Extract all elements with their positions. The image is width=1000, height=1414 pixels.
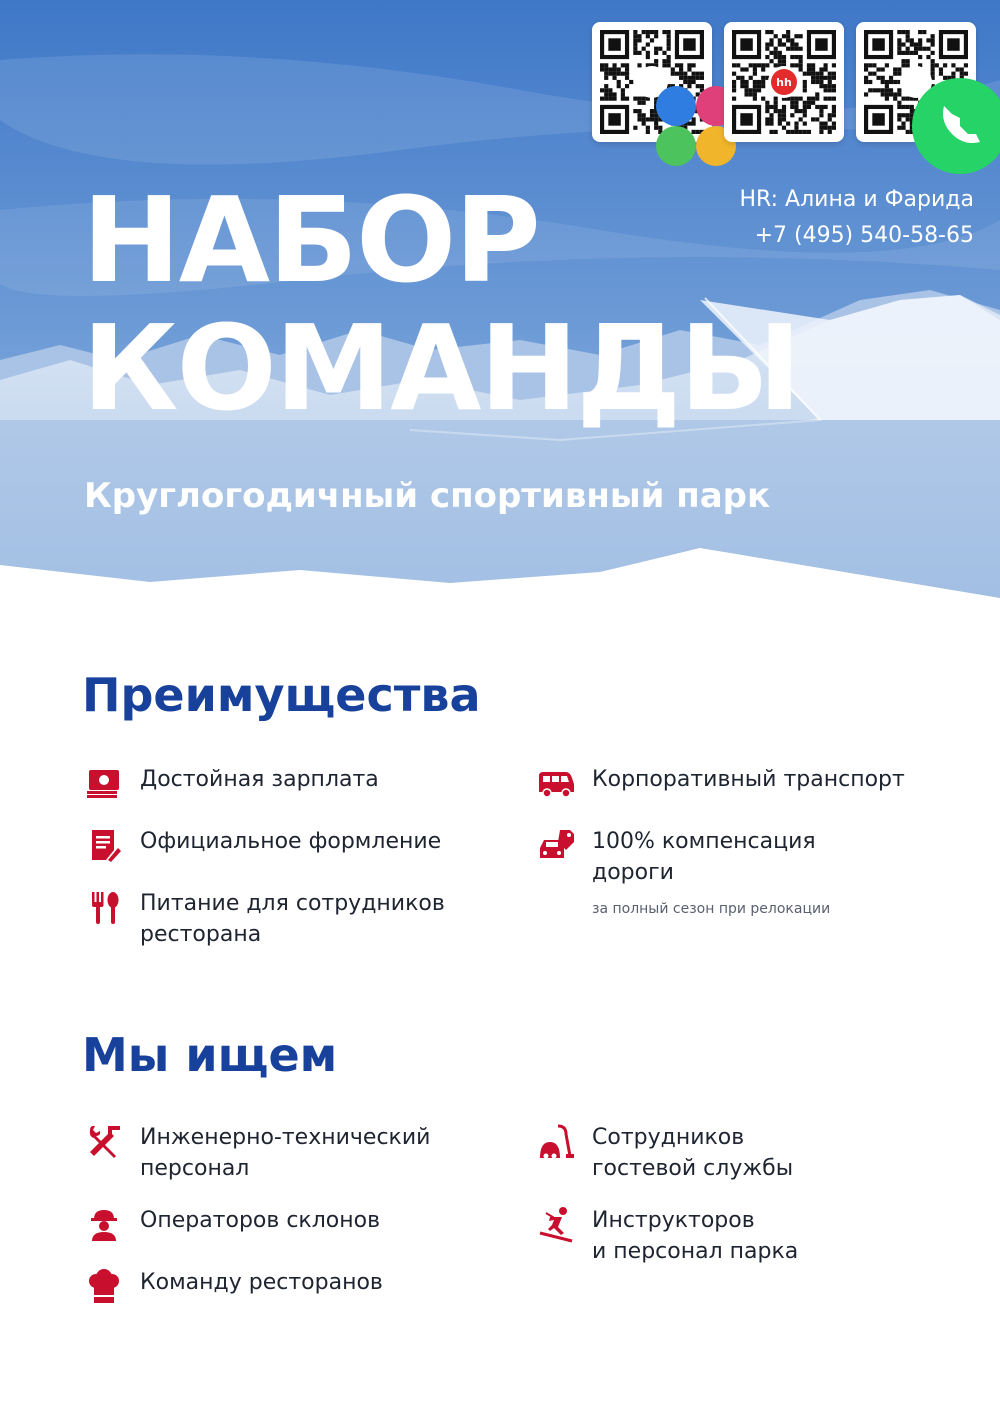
qr-code-hh[interactable] (724, 22, 844, 142)
wanted-label: Инструкторов и персонал парка (592, 1208, 799, 1264)
multicolor-dots-icon (636, 66, 668, 98)
benefit-label: Питание для сотрудников ресторана (140, 891, 445, 947)
tools-icon (84, 1122, 124, 1162)
wanted-item-instructors (536, 1205, 798, 1267)
qr-codes (592, 22, 976, 142)
title-line-1: НАБОР (82, 171, 539, 309)
page-subtitle: Круглогодичный спортивный парк (84, 476, 771, 516)
benefit-label: 100% компенсация дороги за полный сезон при релокации (592, 829, 831, 917)
hr-names: HR: Алина и Фарида (739, 187, 974, 212)
page-title (82, 171, 800, 437)
wanted-label: Операторов склонов (140, 1208, 381, 1233)
chef-hat-icon (84, 1267, 124, 1307)
wanted-item-engineering (84, 1122, 430, 1184)
fork-spoon-icon (84, 888, 124, 928)
vacuum-cleaner-icon (536, 1122, 576, 1162)
benefit-item-food (84, 888, 445, 950)
benefit-item-transport (536, 764, 905, 804)
benefit-item-official (84, 826, 441, 866)
van-icon (536, 764, 576, 804)
hh-icon: hh (768, 66, 800, 98)
benefit-label: Корпоративный транспорт (592, 767, 905, 792)
document-icon (84, 826, 124, 866)
wanted-item-restaurants (84, 1267, 383, 1307)
benefit-label: Официальное формление (140, 829, 442, 854)
hero-banner (0, 0, 1000, 600)
benefit-item-salary (84, 764, 379, 804)
wanted-item-guest-service (536, 1122, 793, 1184)
benefit-item-travel (536, 826, 830, 918)
qr-code-vk[interactable] (592, 22, 712, 142)
benefit-note: за полный сезон при релокации (592, 901, 831, 917)
benefit-label: Достойная зарплата (140, 767, 379, 792)
car-tag-icon (536, 826, 576, 866)
qr-code-whatsapp[interactable] (856, 22, 976, 142)
wanted-title: Мы ищем (82, 1028, 338, 1082)
wanted-item-slopes (84, 1205, 380, 1245)
worker-helmet-icon (84, 1205, 124, 1245)
wanted-label: Инженерно-технический персонал (140, 1125, 431, 1181)
wanted-label: Команду ресторанов (140, 1270, 383, 1295)
benefits-title: Преимущества (82, 668, 481, 722)
title-line-2: КОМАНДЫ (82, 299, 800, 437)
hr-phone[interactable]: +7 (495) 540-58-65 (754, 223, 974, 248)
skier-icon (536, 1205, 576, 1245)
whatsapp-icon (900, 66, 932, 98)
money-icon (84, 764, 124, 804)
wanted-label: Сотрудников гостевой службы (592, 1125, 794, 1181)
